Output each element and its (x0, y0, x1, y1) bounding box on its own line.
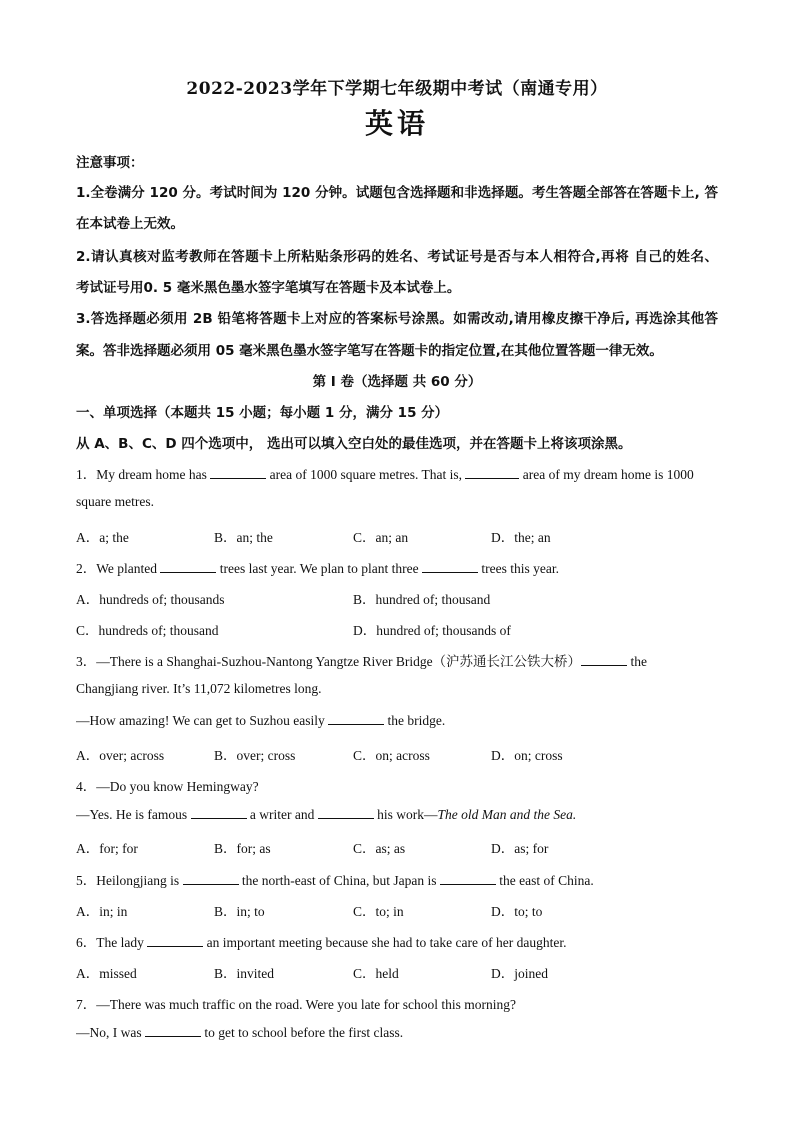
answer-blank (191, 806, 247, 819)
option-a[interactable]: A．a; the (76, 530, 129, 545)
notice-item-2-line-1: 2.请认真核对监考教师在答题卡上所粘贴条形码的姓名、考试证号是否与本人相符合,再将 自己的姓名、 (76, 249, 718, 265)
answer-blank (581, 653, 627, 666)
notice-item-3-line-2: 案。答非选择题必须用 05 毫米黑色墨水签字笔写在答题卡的指定位置,在其他位置答题一律无效。 (76, 343, 663, 359)
option-b[interactable]: B．in; to (214, 904, 265, 919)
option-c[interactable]: C．on; across (353, 748, 430, 763)
question-3-stem: 3．—There is a Shanghai-Suzhou-Nantong Yangtze River Bridge（沪苏通长江公铁大桥） the (76, 654, 647, 669)
answer-blank (147, 934, 203, 947)
option-c[interactable]: C．an; an (353, 530, 409, 545)
option-c[interactable]: C．held (353, 966, 399, 981)
option-a[interactable]: A．for; for (76, 841, 138, 856)
option-a[interactable]: A．hundreds of; thousands (76, 592, 225, 607)
option-b[interactable]: B．invited (214, 966, 274, 981)
notice-item-3-line-1: 3.答选择题必须用 2B 铅笔将答题卡上对应的答案标号涂黑。如需改动,请用橡皮擦干净后, 再选涂其他答 (76, 311, 718, 327)
question-3-stem-line-2: Changjiang river. It’s 11,072 kilometres long. (76, 681, 322, 696)
answer-blank (422, 560, 478, 573)
notice-heading: 注意事项： (76, 155, 144, 171)
option-d[interactable]: D．the; an (491, 530, 551, 545)
option-c[interactable]: C．as; as (353, 841, 406, 856)
option-d[interactable]: D．as; for (491, 841, 549, 856)
answer-blank (183, 872, 239, 885)
option-d[interactable]: D．on; cross (491, 748, 563, 763)
answer-blank (440, 872, 496, 885)
answer-blank (160, 560, 216, 573)
option-b[interactable]: B．for; as (214, 841, 271, 856)
answer-blank (318, 806, 374, 819)
option-d[interactable]: D．to; to (491, 904, 543, 919)
question-1-stem: 1．My dream home has area of 1000 square metres. That is, area of my dream home is 1000 (76, 467, 694, 482)
question-4-stem: 4．—Do you know Hemingway? (76, 779, 259, 794)
part-title: 第 I 卷（选择题 共 60 分） (312, 374, 482, 390)
option-a[interactable]: A．missed (76, 966, 137, 981)
option-d[interactable]: D．hundred of; thousands of (353, 623, 511, 638)
notice-item-2-line-2: 考试证号用0. 5 毫米黑色墨水签字笔填写在答题卡及本试卷上。 (76, 280, 461, 296)
option-c[interactable]: C．hundreds of; thousand (76, 623, 219, 638)
question-3-reply: —How amazing! We can get to Suzhou easily the bridge. (76, 713, 446, 728)
answer-blank (465, 466, 519, 479)
option-b[interactable]: B．over; cross (214, 748, 296, 763)
option-a[interactable]: A．in; in (76, 904, 128, 919)
exam-title: 2022-2023学年下学期七年级期中考试（南通专用） (186, 79, 608, 99)
section-instruction: 从 A、B、C、D 四个选项中， 选出可以填入空白处的最佳选项，并在答题卡上将该项涂黑。 (76, 436, 632, 452)
question-1-stem-line-2: square metres. (76, 494, 154, 509)
question-7-reply: —No, I was to get to school before the first class. (76, 1025, 404, 1040)
answer-blank (145, 1024, 201, 1037)
subject-title: 英语 (364, 107, 429, 140)
notice-item-1-line-1: 1.全卷满分 120 分。考试时间为 120 分钟。试题包含选择题和非选择题。考生答题全部答在答题卡上, 答 (76, 185, 718, 201)
question-7-stem: 7．—There was much traffic on the road. Were you late for school this morning? (76, 997, 517, 1012)
option-a[interactable]: A．over; across (76, 748, 165, 763)
question-6-stem: 6．The lady an important meeting because she had to take care of her daughter. (76, 935, 567, 950)
question-2-stem: 2．We planted trees last year. We plan to plant three trees this year. (76, 561, 559, 576)
question-5-stem: 5．Heilongjiang is the north-east of China, but Japan is the east of China. (76, 873, 594, 888)
notice-item-1-line-2: 在本试卷上无效。 (76, 216, 184, 232)
option-b[interactable]: B．hundred of; thousand (353, 592, 491, 607)
option-c[interactable]: C．to; in (353, 904, 404, 919)
answer-blank (210, 466, 266, 479)
answer-blank (328, 712, 384, 725)
question-4-reply: —Yes. He is famous a writer and his work—The old Man and the Sea. (76, 807, 577, 822)
book-title: The old Man and the Sea. (437, 807, 577, 822)
section-heading: 一、单项选择（本题共 15 小题；每小题 1 分，满分 15 分） (76, 405, 449, 421)
option-b[interactable]: B．an; the (214, 530, 273, 545)
option-d[interactable]: D．joined (491, 966, 548, 981)
